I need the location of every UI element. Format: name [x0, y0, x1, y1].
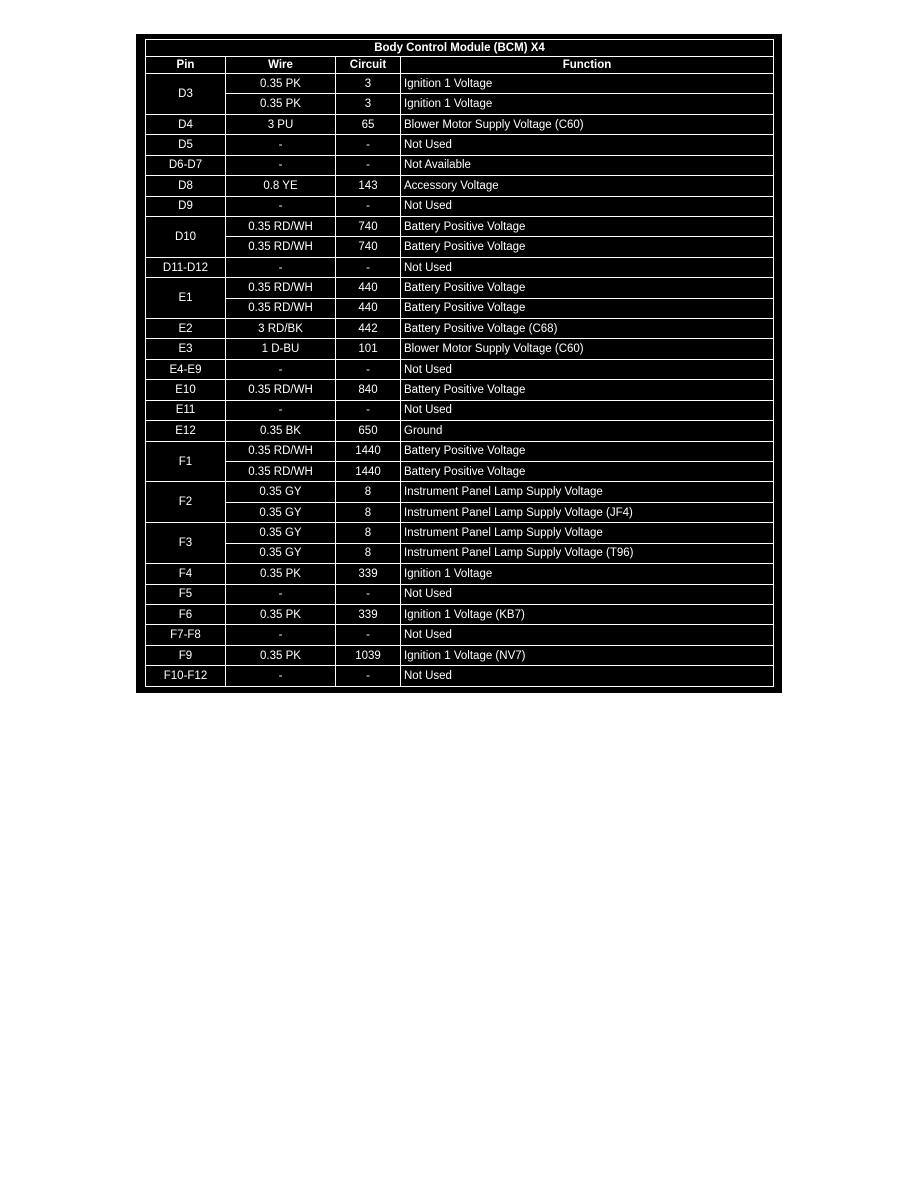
function-cell: Battery Positive Voltage — [401, 237, 774, 257]
column-header-wire: Wire — [226, 57, 336, 74]
function-cell: Ignition 1 Voltage — [401, 74, 774, 94]
pin-cell: D6-D7 — [146, 155, 226, 175]
circuit-cell: 1440 — [336, 462, 401, 482]
wire-cell: 0.35 GY — [226, 482, 336, 502]
pin-cell: F3 — [146, 523, 226, 564]
table-row — [146, 278, 774, 298]
pin-cell: F10-F12 — [146, 666, 226, 687]
wire-cell: 0.35 RD/WH — [226, 298, 336, 318]
table-row — [146, 216, 774, 236]
circuit-cell: 3 — [336, 94, 401, 114]
circuit-cell: 339 — [336, 564, 401, 584]
table-row — [146, 155, 774, 175]
circuit-cell: - — [336, 257, 401, 277]
pin-cell: E3 — [146, 339, 226, 359]
circuit-cell: - — [336, 400, 401, 420]
circuit-cell: 101 — [336, 339, 401, 359]
function-cell: Battery Positive Voltage — [401, 462, 774, 482]
function-cell: Ground — [401, 421, 774, 441]
table-row — [146, 523, 774, 543]
table-row — [146, 237, 774, 257]
column-header-pin: Pin — [146, 57, 226, 74]
function-cell: Ignition 1 Voltage — [401, 564, 774, 584]
wire-cell: 0.35 RD/WH — [226, 237, 336, 257]
function-cell: Not Used — [401, 625, 774, 645]
table-row — [146, 359, 774, 379]
function-cell: Not Used — [401, 584, 774, 604]
circuit-cell: - — [336, 584, 401, 604]
wire-cell: 0.35 BK — [226, 421, 336, 441]
pin-cell: D3 — [146, 74, 226, 115]
table-row — [146, 298, 774, 318]
function-cell: Battery Positive Voltage — [401, 441, 774, 461]
wire-cell: 0.35 PK — [226, 94, 336, 114]
wire-cell: - — [226, 196, 336, 216]
table-row — [146, 94, 774, 114]
table-row — [146, 441, 774, 461]
wire-cell: 0.35 RD/WH — [226, 441, 336, 461]
table-row — [146, 564, 774, 584]
circuit-cell: 650 — [336, 421, 401, 441]
table-row — [146, 421, 774, 441]
wire-cell: 0.35 RD/WH — [226, 216, 336, 236]
pin-cell: D10 — [146, 216, 226, 257]
pin-cell: F7-F8 — [146, 625, 226, 645]
wire-cell: 0.35 RD/WH — [226, 380, 336, 400]
wire-cell: 0.8 YE — [226, 176, 336, 196]
pin-cell: F6 — [146, 604, 226, 624]
pin-cell: D4 — [146, 114, 226, 134]
function-cell: Not Used — [401, 400, 774, 420]
circuit-cell: 740 — [336, 237, 401, 257]
function-cell: Instrument Panel Lamp Supply Voltage (T96) — [401, 543, 774, 563]
function-cell: Blower Motor Supply Voltage (C60) — [401, 114, 774, 134]
circuit-cell: 440 — [336, 278, 401, 298]
table-row — [146, 176, 774, 196]
wire-cell: 0.35 RD/WH — [226, 278, 336, 298]
circuit-cell: 8 — [336, 543, 401, 563]
pin-cell: E4-E9 — [146, 359, 226, 379]
circuit-cell: 442 — [336, 319, 401, 339]
wire-cell: 0.35 PK — [226, 604, 336, 624]
wire-cell: 0.35 PK — [226, 74, 336, 94]
table-row — [146, 482, 774, 502]
wire-cell: 0.35 PK — [226, 645, 336, 665]
pin-cell: F4 — [146, 564, 226, 584]
wire-cell: 3 RD/BK — [226, 319, 336, 339]
circuit-cell: - — [336, 135, 401, 155]
wire-cell: - — [226, 257, 336, 277]
wire-cell: - — [226, 625, 336, 645]
function-cell: Battery Positive Voltage (C68) — [401, 319, 774, 339]
table-row — [146, 114, 774, 134]
pin-cell: E10 — [146, 380, 226, 400]
table-row — [146, 319, 774, 339]
wire-cell: 3 PU — [226, 114, 336, 134]
table-row — [146, 604, 774, 624]
function-cell: Blower Motor Supply Voltage (C60) — [401, 339, 774, 359]
table-body — [146, 74, 774, 687]
table-row — [146, 196, 774, 216]
function-cell: Battery Positive Voltage — [401, 278, 774, 298]
function-cell: Not Available — [401, 155, 774, 175]
table-row — [146, 462, 774, 482]
function-cell: Battery Positive Voltage — [401, 298, 774, 318]
pin-cell: F5 — [146, 584, 226, 604]
column-header-circuit: Circuit — [336, 57, 401, 74]
circuit-cell: 143 — [336, 176, 401, 196]
wire-cell: 1 D-BU — [226, 339, 336, 359]
table-row — [146, 400, 774, 420]
wire-cell: - — [226, 135, 336, 155]
pin-cell: E11 — [146, 400, 226, 420]
connector-table — [145, 39, 774, 687]
pin-cell: D11-D12 — [146, 257, 226, 277]
function-cell: Not Used — [401, 257, 774, 277]
circuit-cell: 840 — [336, 380, 401, 400]
circuit-cell: 339 — [336, 604, 401, 624]
connector-table-frame — [136, 34, 782, 693]
wire-cell: 0.35 RD/WH — [226, 462, 336, 482]
wire-cell: - — [226, 584, 336, 604]
function-cell: Not Used — [401, 359, 774, 379]
table-row — [146, 584, 774, 604]
circuit-cell: 1039 — [336, 645, 401, 665]
pin-cell: E12 — [146, 421, 226, 441]
circuit-cell: 8 — [336, 502, 401, 522]
function-cell: Ignition 1 Voltage (KB7) — [401, 604, 774, 624]
function-cell: Accessory Voltage — [401, 176, 774, 196]
circuit-cell: - — [336, 666, 401, 687]
column-header-function: Function — [401, 57, 774, 74]
function-cell: Not Used — [401, 135, 774, 155]
circuit-cell: 1440 — [336, 441, 401, 461]
function-cell: Battery Positive Voltage — [401, 216, 774, 236]
circuit-cell: 8 — [336, 523, 401, 543]
function-cell: Instrument Panel Lamp Supply Voltage (JF4) — [401, 502, 774, 522]
pin-cell: F2 — [146, 482, 226, 523]
circuit-cell: 3 — [336, 74, 401, 94]
circuit-cell: 65 — [336, 114, 401, 134]
circuit-cell: 8 — [336, 482, 401, 502]
table-row — [146, 380, 774, 400]
function-cell: Instrument Panel Lamp Supply Voltage — [401, 523, 774, 543]
table-row — [146, 543, 774, 563]
pin-cell: D9 — [146, 196, 226, 216]
table-row — [146, 502, 774, 522]
table-row — [146, 339, 774, 359]
pin-cell: F9 — [146, 645, 226, 665]
pin-cell: F1 — [146, 441, 226, 482]
function-cell: Not Used — [401, 666, 774, 687]
wire-cell: - — [226, 400, 336, 420]
table-title: Body Control Module (BCM) X4 — [146, 40, 774, 57]
circuit-cell: - — [336, 359, 401, 379]
function-cell: Battery Positive Voltage — [401, 380, 774, 400]
table-row — [146, 257, 774, 277]
table-row — [146, 135, 774, 155]
table-row — [146, 625, 774, 645]
function-cell: Ignition 1 Voltage — [401, 94, 774, 114]
table-header-row — [146, 57, 774, 74]
circuit-cell: - — [336, 155, 401, 175]
function-cell: Not Used — [401, 196, 774, 216]
function-cell: Instrument Panel Lamp Supply Voltage — [401, 482, 774, 502]
table-row — [146, 645, 774, 665]
pin-cell: D8 — [146, 176, 226, 196]
table-title-row — [146, 40, 774, 57]
circuit-cell: - — [336, 196, 401, 216]
function-cell: Ignition 1 Voltage (NV7) — [401, 645, 774, 665]
circuit-cell: - — [336, 625, 401, 645]
pin-cell: D5 — [146, 135, 226, 155]
wire-cell: 0.35 GY — [226, 523, 336, 543]
circuit-cell: 740 — [336, 216, 401, 236]
wire-cell: - — [226, 359, 336, 379]
table-row — [146, 74, 774, 94]
pin-cell: E2 — [146, 319, 226, 339]
table-row — [146, 666, 774, 687]
wire-cell: 0.35 GY — [226, 543, 336, 563]
wire-cell: - — [226, 155, 336, 175]
wire-cell: 0.35 PK — [226, 564, 336, 584]
wire-cell: - — [226, 666, 336, 687]
pin-cell: E1 — [146, 278, 226, 319]
wire-cell: 0.35 GY — [226, 502, 336, 522]
circuit-cell: 440 — [336, 298, 401, 318]
